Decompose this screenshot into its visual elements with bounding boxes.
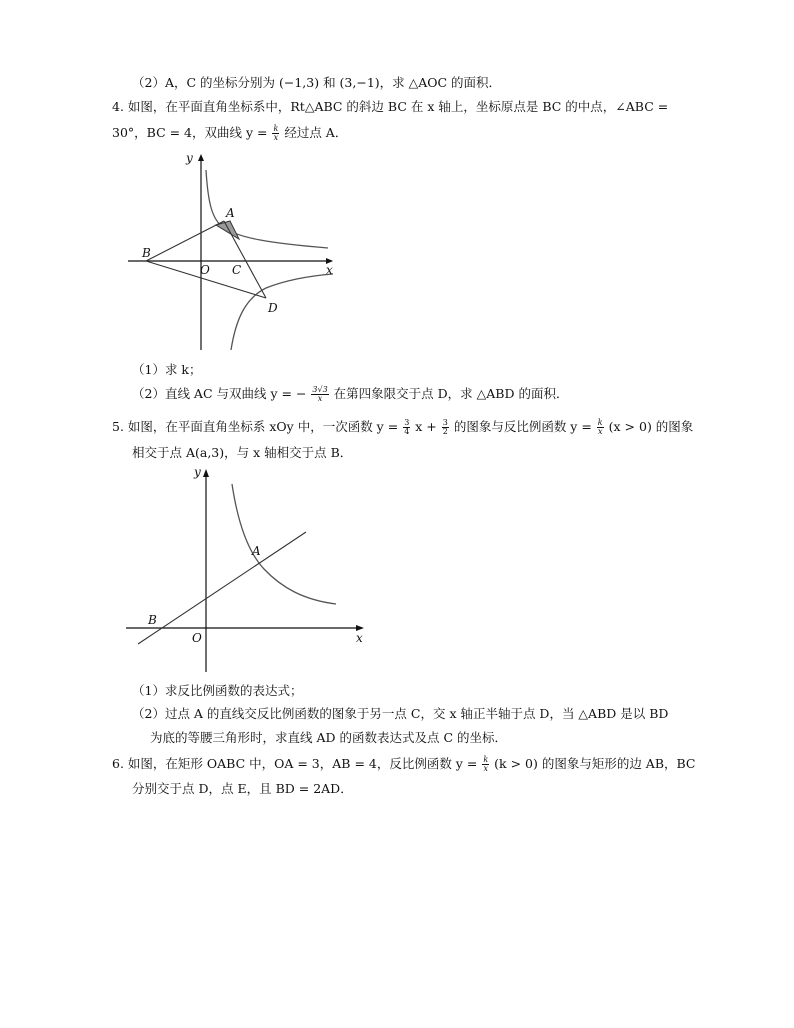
q4-part2 [132,385,568,403]
q4-stem-line2 [112,124,347,142]
q6-stem-line1 [112,755,696,773]
q5-stem-line2: 相交于点 A(a,3)，与 x 轴相交于点 B． [132,445,353,460]
q6-frac-den: x [483,764,488,773]
q4-part2-frac-den: x [317,394,323,403]
hyperbola-branch [232,484,336,604]
figure-q4 [128,148,343,353]
label-D: D [268,301,278,315]
q4-part2-fraction [311,386,328,403]
q5-text-d: (x > 0) 的图象 [608,419,694,434]
q5-text-b: x + [415,419,437,434]
q5-part1: （1）求反比例函数的表达式； [132,683,303,698]
q3-part2: （2）A，C 的坐标分别为 (−1,3) 和 (3,−1)，求 △AOC 的面积． [132,75,502,90]
q6-fraction [482,756,489,773]
q4-part2-text-b: 在第四象限交于点 D，求 △ABD 的面积． [333,386,569,401]
label-O: O [192,631,202,645]
label-A: A [226,206,235,220]
q6-stem-line2: 分别交于点 D，点 E，且 BD = 2AD． [132,781,353,796]
q5-f1-num: 3 [404,418,410,427]
q4-fraction [272,125,279,142]
q4-stem-line1: 4. 如图，在平面直角坐标系中，Rt△ABC 的斜边 BC 在 x 轴上，坐标原点是 BC 的中点，∠ABC = [112,99,669,114]
q5-text-c: 的图象与反比例函数 y = [453,419,592,434]
y-axis-arrow-icon [203,469,209,477]
q4-frac-den: x [273,133,279,142]
label-B: B [142,246,151,260]
q4-part2-frac-num: 3√3 [312,385,328,394]
label-x: x [356,631,363,645]
q5-part2-line1: （2）过点 A 的直线交反比例函数的图象于另一点 C，交 x 轴正半轴于点 D，当 △ABD 是以 BD [132,706,669,721]
label-B: B [148,613,157,627]
q5-text-a: 5. 如图，在平面直角坐标系 xOy 中，一次函数 y = [112,419,399,434]
q5-f3-den: x [597,427,603,436]
q5-frac-2 [442,419,449,436]
q4-stem-text-a: 30°，BC = 4，双曲线 y = [112,125,268,140]
label-y: y [186,151,193,165]
segment-BA [146,221,224,261]
q6-frac-num: k [483,755,489,764]
q5-frac-3 [597,419,604,436]
q6-text-b: (k > 0) 的图象与矩形的边 AB，BC [494,756,696,771]
q4-part1: （1）求 k； [132,362,202,377]
q5-f1-den: 4 [404,427,410,436]
q4-frac-num: k [273,124,279,133]
q4-stem-text-b: 经过点 A． [284,125,348,140]
q5-f2-num: 3 [442,418,448,427]
q5-stem-line1 [112,418,693,436]
hyperbola-branch-q4 [231,274,333,350]
label-O: O [200,263,210,277]
label-A: A [252,544,261,558]
q4-part2-text-a: （2）直线 AC 与双曲线 y = − [132,386,307,401]
label-x: x [326,263,333,277]
q6-text-a: 6. 如图，在矩形 OABC 中，OA = 3，AB = 4，反比例函数 y = [112,756,478,771]
q5-frac-1 [403,419,410,436]
q5-f2-den: 2 [442,427,448,436]
figure-q5 [124,464,372,676]
y-axis-arrow-icon [198,154,204,161]
hyperbola-branch-q1 [206,170,328,248]
line-AB [138,532,306,644]
q5-part2-line2: 为底的等腰三角形时，求直线 AD 的函数表达式及点 C 的坐标． [150,730,508,745]
q5-f3-num: k [597,418,603,427]
label-y: y [194,465,201,479]
label-C: C [232,263,242,277]
